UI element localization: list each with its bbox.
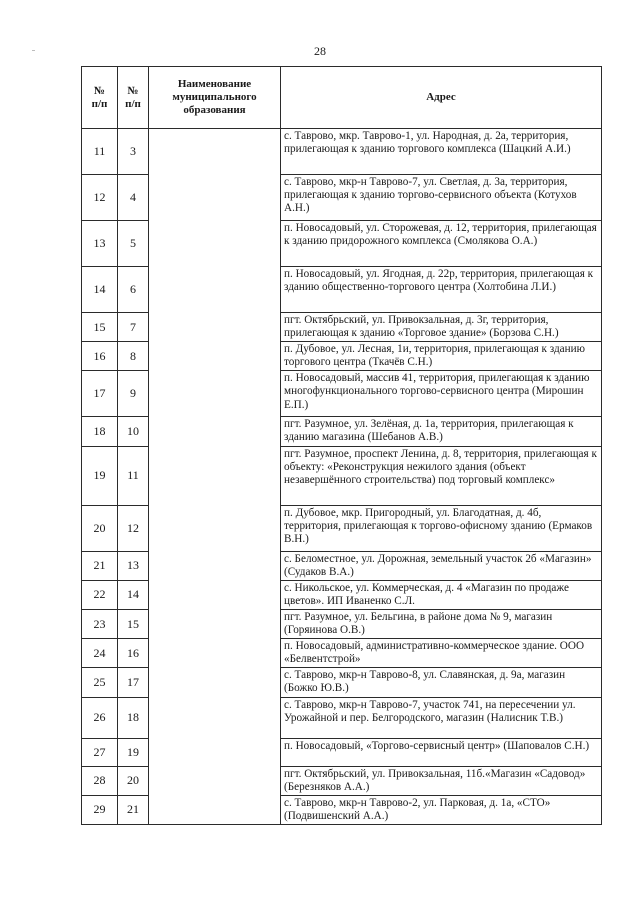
address-table [81, 66, 602, 825]
local-number-cell: 9 [118, 371, 149, 417]
address-cell: п. Новосадовый, административно-коммерческое здание. ООО «Белвентстрой» [281, 639, 602, 668]
row-number-cell: 13 [82, 221, 118, 267]
municipality-cell [149, 129, 281, 825]
local-number-cell: 19 [118, 738, 149, 766]
row-number-cell: 17 [82, 371, 118, 417]
address-cell: с. Таврово, мкр-н Таврово-7, участок 741, на пересечении ул. Урожайной и пер. Белгородского, магазин (Налисник Т.В.) [281, 697, 602, 738]
local-number-cell: 6 [118, 267, 149, 313]
address-cell: пгт. Октябрьский, ул. Привокзальная, 11б.«Магазин «Садовод» (Березняков А.А.) [281, 766, 602, 795]
local-number-cell: 4 [118, 175, 149, 221]
local-number-cell: 11 [118, 446, 149, 505]
table-row [82, 129, 602, 175]
address-cell: с. Таврово, мкр-н Таврово-7, ул. Светлая, д. 3а, территория, прилегающая к зданию торгово-сервисного объекта (Котухов А.Н.) [281, 175, 602, 221]
row-number-cell: 21 [82, 551, 118, 580]
local-number-cell: 15 [118, 609, 149, 638]
local-number-cell: 21 [118, 795, 149, 824]
header-address [281, 67, 602, 129]
local-number-cell: 16 [118, 639, 149, 668]
address-cell: пгт. Октябрьский, ул. Привокзальная, д. 3г, территория, прилегающая к зданию «Торговое здание» (Борзова С.Н.) [281, 313, 602, 342]
local-number-cell: 10 [118, 417, 149, 446]
row-number-cell: 18 [82, 417, 118, 446]
address-cell: п. Дубовое, ул. Лесная, 1и, территория, прилегающая к зданию торгового центра (Ткачёв С.Н.) [281, 342, 602, 371]
local-number-cell: 7 [118, 313, 149, 342]
header-row-number [82, 67, 118, 129]
row-number-cell: 22 [82, 580, 118, 609]
row-number-cell: 16 [82, 342, 118, 371]
address-cell: п. Новосадовый, ул. Сторожевая, д. 12, территория, прилегающая к зданию придорожного комплекса (Смолякова О.А.) [281, 221, 602, 267]
row-number-cell: 24 [82, 639, 118, 668]
address-cell: с. Никольское, ул. Коммерческая, д. 4 «Магазин по продаже цветов». ИП Иваненко С.Л. [281, 580, 602, 609]
page-number: 28 [314, 44, 326, 58]
row-number-cell: 27 [82, 738, 118, 766]
row-number-cell: 20 [82, 505, 118, 551]
local-number-cell: 13 [118, 551, 149, 580]
table-body [82, 129, 602, 825]
address-cell: с. Беломестное, ул. Дорожная, земельный участок 2б «Магазин» (Судаков В.А.) [281, 551, 602, 580]
local-number-cell: 3 [118, 129, 149, 175]
address-cell: п. Новосадовый, «Торгово-сервисный центр» (Шаповалов С.Н.) [281, 738, 602, 766]
local-number-cell: 5 [118, 221, 149, 267]
row-number-cell: 29 [82, 795, 118, 824]
local-number-cell: 12 [118, 505, 149, 551]
address-cell: п. Дубовое, мкр. Пригородный, ул. Благодатная, д. 4б, территория, прилегающая к торгово-офисному зданию (Ермаков В.Н.) [281, 505, 602, 551]
row-number-cell: 25 [82, 668, 118, 697]
address-cell: с. Таврово, мкр. Таврово-1, ул. Народная, д. 2а, территория, прилегающая к зданию торгового комплекса (Шацкий А.И.) [281, 129, 602, 175]
header-municipality [149, 67, 281, 129]
address-cell: п. Новосадовый, массив 41, территория, прилегающая к зданию многофункционального торгово-сервисного центра (Мирошин Е.П.) [281, 371, 602, 417]
header-municipality-text: Наименование муниципального образования [172, 78, 257, 116]
row-number-cell: 28 [82, 766, 118, 795]
row-number-cell: 11 [82, 129, 118, 175]
header-row-number-text: № п/п [91, 84, 108, 110]
address-cell: пгт. Разумное, ул. Бельгина, в районе дома № 9, магазин (Горяинова О.В.) [281, 609, 602, 638]
header-local-number-text: № п/п [125, 84, 141, 110]
header-local-number [118, 67, 149, 129]
table-header-row [82, 67, 602, 129]
row-number-cell: 15 [82, 313, 118, 342]
header-address-text: Адрес [426, 91, 456, 103]
address-cell: п. Новосадовый, ул. Ягодная, д. 22р, территория, прилегающая к зданию общественно-торгового центра (Холтобина Л.И.) [281, 267, 602, 313]
address-cell: пгт. Разумное, ул. Зелёная, д. 1а, территория, прилегающая к зданию магазина (Шебанов А.В.) [281, 417, 602, 446]
local-number-cell: 20 [118, 766, 149, 795]
row-number-cell: 23 [82, 609, 118, 638]
address-cell: с. Таврово, мкр-н Таврово-8, ул. Славянская, д. 9а, магазин (Божко Ю.В.) [281, 668, 602, 697]
local-number-cell: 14 [118, 580, 149, 609]
address-cell: с. Таврово, мкр-н Таврово-2, ул. Парковая, д. 1а, «СТО» (Подвишенский А.А.) [281, 795, 602, 824]
row-number-cell: 12 [82, 175, 118, 221]
row-number-cell: 19 [82, 446, 118, 505]
row-number-cell: 26 [82, 697, 118, 738]
local-number-cell: 17 [118, 668, 149, 697]
row-number-cell: 14 [82, 267, 118, 313]
address-cell: пгт. Разумное, проспект Ленина, д. 8, территория, прилегающая к объекту: «Реконструкция нежилого здания (объект незавершённого строительства) под торговый комплекс» [281, 446, 602, 505]
local-number-cell: 8 [118, 342, 149, 371]
local-number-cell: 18 [118, 697, 149, 738]
